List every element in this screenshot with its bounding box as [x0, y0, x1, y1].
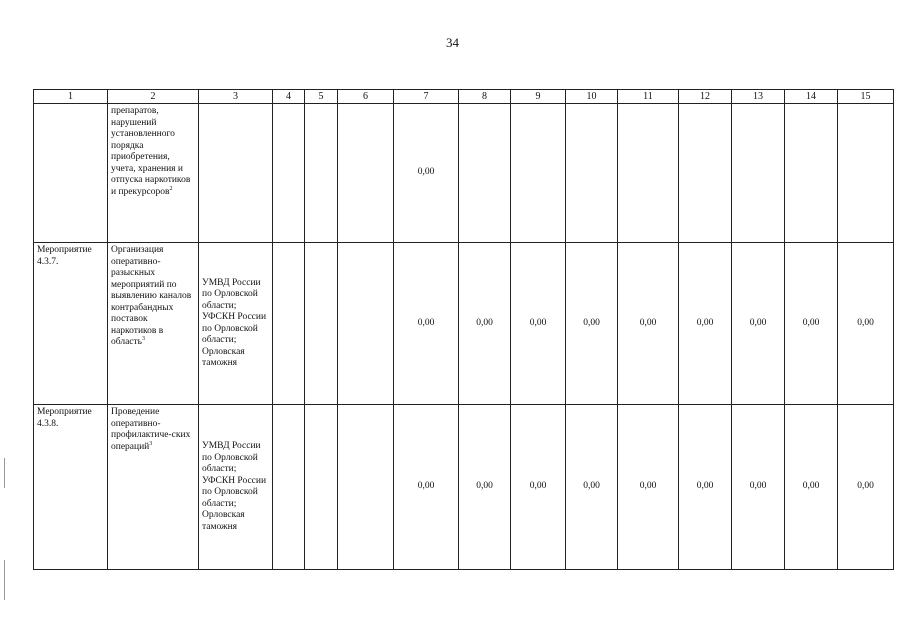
column-header: 12: [679, 90, 732, 104]
column-header: 9: [511, 90, 566, 104]
column-header: 7: [394, 90, 459, 104]
value-cell: [305, 405, 338, 570]
column-header: 13: [732, 90, 785, 104]
value-cell: [732, 104, 785, 243]
value-cell: 0,00: [785, 405, 838, 570]
value-cell: [566, 104, 618, 243]
value-cell: [838, 104, 894, 243]
footnote-mark: 3: [149, 440, 153, 447]
table-row: [34, 243, 894, 405]
value-cell: 0,00: [566, 243, 618, 405]
value-cell: [338, 243, 394, 405]
value-cell: [305, 104, 338, 243]
value-cell: 0,00: [394, 243, 459, 405]
value-cell: 0,00: [732, 405, 785, 570]
footnote-mark: 3: [142, 335, 146, 342]
value-cell: [679, 104, 732, 243]
value-cell: 0,00: [618, 405, 679, 570]
measure-description: [108, 104, 199, 243]
value-cell: [305, 243, 338, 405]
measures-table: [33, 89, 894, 570]
measure-description: [108, 405, 199, 570]
value-cell: [338, 104, 394, 243]
value-cell: 0,00: [394, 104, 459, 243]
column-header: 5: [305, 90, 338, 104]
column-header: 4: [273, 90, 305, 104]
scan-edge-line: [4, 458, 5, 488]
value-cell: [273, 405, 305, 570]
column-header: 14: [785, 90, 838, 104]
value-cell: 0,00: [679, 243, 732, 405]
page-number: 34: [446, 35, 459, 50]
value-cell: 0,00: [511, 405, 566, 570]
measure-executor: [199, 104, 273, 243]
measure-executor: УМВД России по Орловской области; УФСКН России по Орловской области; Орловская таможня: [199, 405, 273, 570]
column-header: 1: [34, 90, 108, 104]
value-cell: 0,00: [679, 405, 732, 570]
description-text: Организация оперативно-разыскных мероприятий по выявлению каналов контрабандных поставок наркотиков в область: [111, 245, 192, 347]
measure-code: [34, 104, 108, 243]
table-row: [34, 104, 894, 243]
description-text: препаратов, нарушений установленного порядка приобретения, учета, хранения и отпуска наркотиков и прекурсоров: [111, 106, 191, 197]
value-cell: [338, 405, 394, 570]
column-header: 11: [618, 90, 679, 104]
value-cell: 0,00: [785, 243, 838, 405]
value-cell: 0,00: [732, 243, 785, 405]
value-cell: [459, 104, 511, 243]
column-header: 10: [566, 90, 618, 104]
measure-code: Мероприятие 4.3.8.: [34, 405, 108, 570]
value-cell: [785, 104, 838, 243]
footnote-mark: 2: [169, 185, 173, 192]
value-cell: 0,00: [459, 405, 511, 570]
column-header: 6: [338, 90, 394, 104]
measure-code: Мероприятие 4.3.7.: [34, 243, 108, 405]
value-cell: 0,00: [394, 405, 459, 570]
measure-executor: УМВД России по Орловской области; УФСКН России по Орловской области; Орловская таможня: [199, 243, 273, 405]
value-cell: [618, 104, 679, 243]
value-cell: 0,00: [618, 243, 679, 405]
value-cell: 0,00: [838, 405, 894, 570]
value-cell: 0,00: [459, 243, 511, 405]
column-header: 3: [199, 90, 273, 104]
column-header: 8: [459, 90, 511, 104]
table-row: [34, 405, 894, 570]
value-cell: [273, 104, 305, 243]
scan-edge-line: [4, 560, 5, 600]
value-cell: 0,00: [511, 243, 566, 405]
column-number-row: [34, 90, 894, 104]
value-cell: 0,00: [566, 405, 618, 570]
value-cell: 0,00: [838, 243, 894, 405]
description-text: Проведение оперативно-профилактиче-ских операций: [111, 407, 191, 452]
value-cell: [511, 104, 566, 243]
column-header: 15: [838, 90, 894, 104]
measure-description: [108, 243, 199, 405]
value-cell: [273, 243, 305, 405]
column-header: 2: [108, 90, 199, 104]
